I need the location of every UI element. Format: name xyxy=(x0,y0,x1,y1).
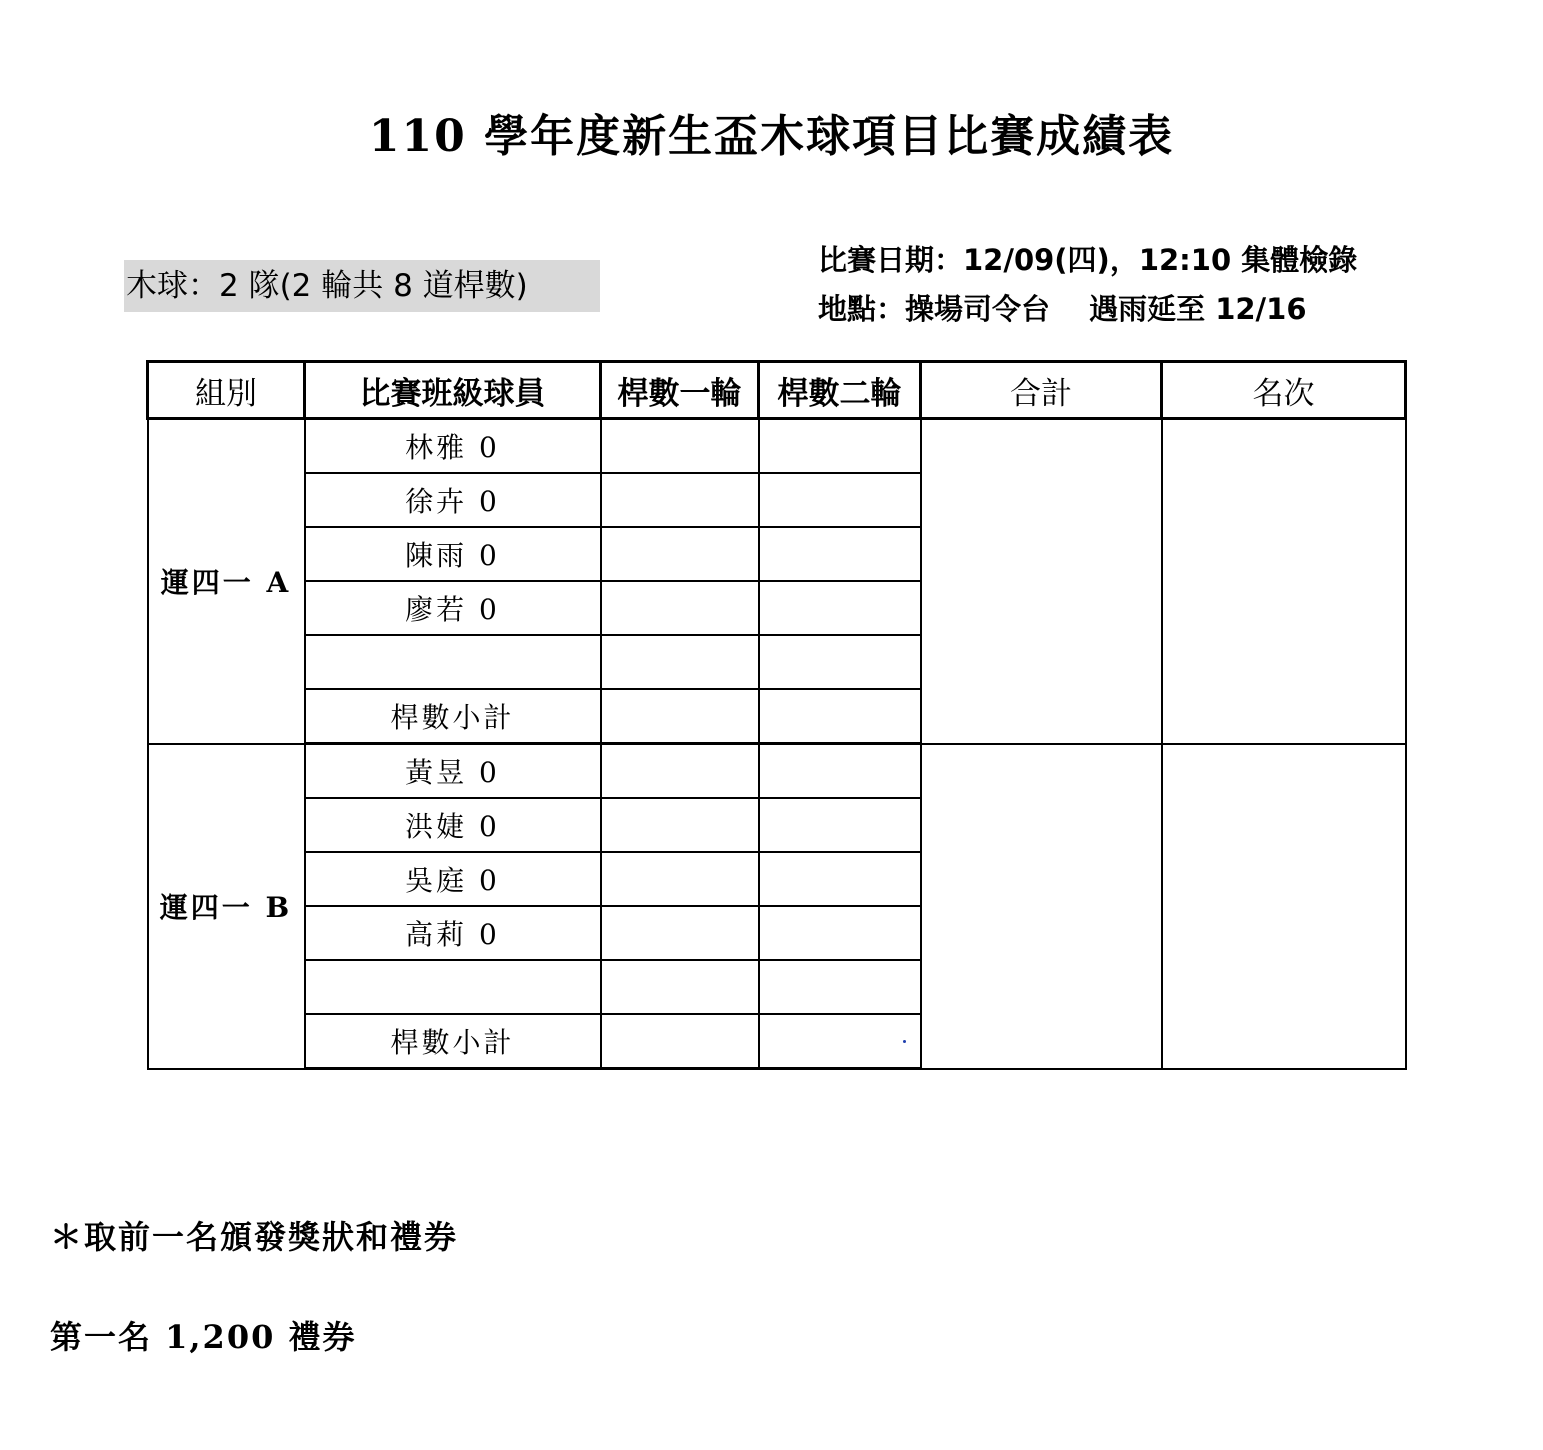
round1-score-cell[interactable] xyxy=(601,906,759,960)
header-rank: 名次 xyxy=(1162,362,1406,419)
player-name: 吳庭 0 xyxy=(305,852,601,906)
player-name: 高莉 0 xyxy=(305,906,601,960)
player-name[interactable] xyxy=(305,635,601,689)
round2-score-cell[interactable] xyxy=(759,798,921,852)
round1-score-cell[interactable] xyxy=(601,744,759,799)
player-name: 黃昱 0 xyxy=(305,744,601,799)
header-round2: 桿數二輪 xyxy=(759,362,921,419)
score-table xyxy=(146,360,1407,1070)
match-location: 地點：操場司令台 遇雨延至 12/16 xyxy=(818,292,1307,326)
round1-subtotal-cell[interactable] xyxy=(601,689,759,744)
subtotal-label: 桿數小計 xyxy=(305,1014,601,1069)
table-row xyxy=(148,744,1406,799)
rank-cell-a[interactable] xyxy=(1162,419,1406,744)
player-name[interactable] xyxy=(305,960,601,1014)
player-name: 林雅 0 xyxy=(305,419,601,474)
total-cell-a[interactable] xyxy=(921,419,1162,744)
round2-score-cell[interactable] xyxy=(759,960,921,1014)
header-total: 合計 xyxy=(921,362,1162,419)
header-group: 組別 xyxy=(148,362,305,419)
event-subtitle: 木球：2 隊(2 輪共 8 道桿數) xyxy=(124,260,600,312)
round2-score-cell[interactable] xyxy=(759,852,921,906)
player-name: 徐卉 0 xyxy=(305,473,601,527)
player-name: 廖若 0 xyxy=(305,581,601,635)
page-title: 110 學年度新生盃木球項目比賽成績表 xyxy=(368,111,1175,162)
player-name: 陳雨 0 xyxy=(305,527,601,581)
player-name: 洪婕 0 xyxy=(305,798,601,852)
round1-subtotal-cell[interactable] xyxy=(601,1014,759,1069)
round2-score-cell[interactable] xyxy=(759,527,921,581)
round2-subtotal-cell[interactable] xyxy=(759,1014,921,1069)
group-name-a: 運四一 A xyxy=(148,419,305,744)
table-row xyxy=(148,419,1406,474)
round2-score-cell[interactable] xyxy=(759,635,921,689)
round1-score-cell[interactable] xyxy=(601,852,759,906)
header-round1: 桿數一輪 xyxy=(601,362,759,419)
round1-score-cell[interactable] xyxy=(601,581,759,635)
round2-score-cell[interactable] xyxy=(759,419,921,474)
round1-score-cell[interactable] xyxy=(601,419,759,474)
group-name-b: 運四一 B xyxy=(148,744,305,1069)
round2-score-cell[interactable] xyxy=(759,581,921,635)
round1-score-cell[interactable] xyxy=(601,527,759,581)
round1-score-cell[interactable] xyxy=(601,473,759,527)
round2-score-cell[interactable] xyxy=(759,906,921,960)
rank-cell-b[interactable] xyxy=(1162,744,1406,1069)
header-players: 比賽班級球員 xyxy=(305,362,601,419)
table-header-row xyxy=(148,362,1406,419)
round2-subtotal-cell[interactable] xyxy=(759,689,921,744)
round1-score-cell[interactable] xyxy=(601,960,759,1014)
total-cell-b[interactable] xyxy=(921,744,1162,1069)
subtotal-label: 桿數小計 xyxy=(305,689,601,744)
round2-score-cell[interactable] xyxy=(759,473,921,527)
round1-score-cell[interactable] xyxy=(601,635,759,689)
stray-dot-mark xyxy=(903,1040,906,1043)
round1-score-cell[interactable] xyxy=(601,798,759,852)
round2-score-cell[interactable] xyxy=(759,744,921,799)
prize-note: 第一名 1,200 禮券 xyxy=(50,1318,357,1356)
match-date: 比賽日期：12/09(四)，12:10 集體檢錄 xyxy=(818,243,1358,277)
award-note: ＊取前一名頒發獎狀和禮券 xyxy=(50,1218,459,1256)
